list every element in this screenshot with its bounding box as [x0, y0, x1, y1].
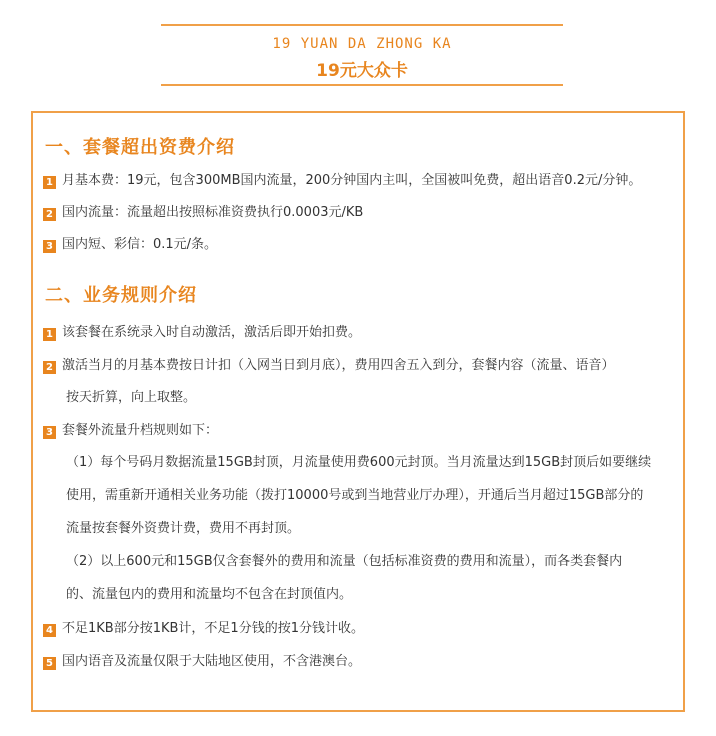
section2-item-4: [43, 613, 667, 645]
section1-item-2: [43, 197, 667, 229]
section2-item-3: [43, 415, 667, 447]
item-text: 国内流量：流量超出按照标准资费执行0.0003元/KB: [62, 205, 364, 220]
rule-line-1: （1）每个号码月数据流量15GB封顶，月流量使用费600元封顶。当月流量达到15GB封顶后如要继续: [66, 455, 652, 470]
number-badge: 4: [43, 624, 56, 637]
number-badge: 5: [43, 657, 56, 670]
item-text: 国内短、彩信：0.1元/条。: [62, 237, 218, 252]
section2-item-5: [43, 646, 667, 678]
number-badge: 3: [43, 426, 56, 439]
rule-line-2: 使用，需重新开通相关业务功能（拨打10000号或到当地营业厅办理），开通后当月超过15GB部分的: [66, 488, 644, 503]
rule-line-4: （2）以上600元和15GB仅含套餐外的费用和流量（包括标准资费的费用和流量），而各类套餐内: [66, 554, 623, 569]
section1-item-1: [43, 165, 667, 197]
number-badge: 1: [43, 176, 56, 189]
header-title-en: 19 YUAN DA ZHONG KA: [272, 36, 452, 52]
section1-title: 一、套餐超出资费介绍: [45, 137, 235, 158]
section2-item-2-continuation: 按天折算，向上取整。: [66, 390, 197, 405]
content-box: [31, 111, 685, 712]
number-badge: 2: [43, 361, 56, 374]
section2-item-1: [43, 317, 667, 349]
rule-line-5: 的、流量包内的费用和流量均不包含在封顶值内。: [66, 587, 353, 602]
header-bottom-rule: [161, 84, 563, 86]
header-title-cn: 19元大众卡: [316, 61, 408, 81]
item-text: 套餐外流量升档规则如下：: [62, 423, 219, 438]
item-text: 该套餐在系统录入时自动激活，激活后即开始扣费。: [62, 325, 362, 340]
item-text: 国内语音及流量仅限于大陆地区使用，不含港澳台。: [62, 654, 362, 669]
section2-item-2: [43, 350, 667, 382]
rule-line-3: 流量按套餐外资费计费，费用不再封顶。: [66, 521, 301, 536]
number-badge: 2: [43, 208, 56, 221]
header-top-rule: [161, 24, 563, 26]
number-badge: 3: [43, 240, 56, 253]
item-text: 激活当月的月基本费按日计扣（入网当日到月底），费用四舍五入到分，套餐内容（流量、语音）: [62, 358, 615, 373]
page-header: [161, 24, 563, 86]
number-badge: 1: [43, 328, 56, 341]
section2-title: 二、业务规则介绍: [45, 285, 197, 306]
section1-item-3: [43, 229, 667, 261]
item-text: 不足1KB部分按1KB计，不足1分钱的按1分钱计收。: [62, 621, 364, 636]
item-text: 月基本费：19元，包含300MB国内流量，200分钟国内主叫，全国被叫免费，超出语音0.2元/分钟。: [62, 173, 642, 188]
